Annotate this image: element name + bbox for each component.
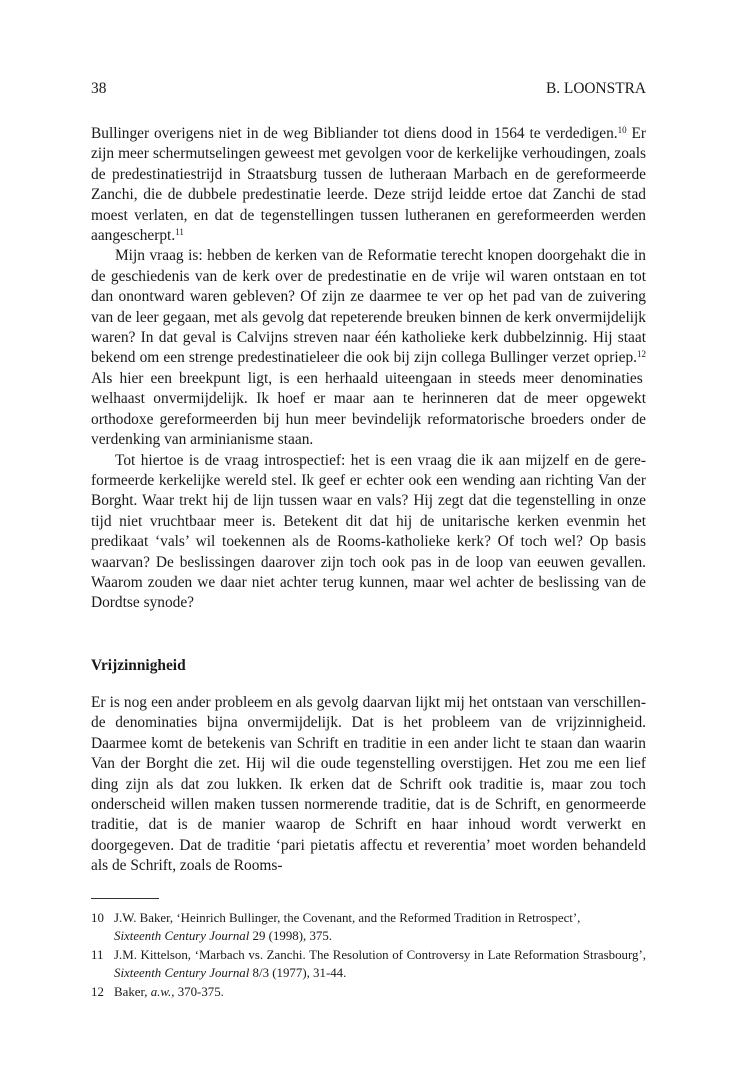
paragraph-2-text-a: Mijn vraag is: hebben de kerken van de Reformatie terecht knopen doorgehakt die in de geschiedenis van de kerk over de predestinatie en de vrije wil waren ontstaan en tot dan onontward waren gebleven? Of zijn ze daarmee te ver op het pad van de zuivering van de leer gegaan, met als gevolg dat repeterende breuken binnen de kerk onvermijdelijk waren? In dat geval is Calvijns streven naar één katholieke kerk dubbelzinnig. Hij staat bekend om een strenge predestinatieleer die ook bij zijn collega Bullinger verzet opriep. [91, 247, 646, 367]
footnote-paragraph [114, 946, 646, 982]
footnote-pre: J.M. Kittelson, ‘Marbach vs. Zanchi. The Resolution of Controversy in Late Reformation Strasbourg’, [114, 948, 646, 962]
footnote-pre: J.W. Baker, ‘Heinrich Bullinger, the Covenant, and the Reformed Tradition in Retrospect’, [114, 911, 581, 925]
footnote-journal: Sixteenth Century Journal [114, 929, 250, 943]
footnote-12 [91, 983, 646, 1001]
footnote-post: 8/3 (1977), 31-44. [249, 966, 347, 980]
footnote-post: 29 (1998), 375. [249, 929, 333, 943]
footnote-10 [91, 909, 646, 945]
paragraph-2 [91, 246, 646, 450]
footnote-paragraph [114, 983, 646, 1001]
footnote-number: 12 [91, 985, 104, 999]
section-paragraph-1: Er is nog een ander probleem en als gevolg daarvan lijkt mij het ontstaan van verschillende denominaties bijna onvermijdelijk. Dat is het probleem van de vrijzinnigheid. Daarmee komt de betekenis van Schrift en traditie in een ander licht te staan dan waarin Van der Borght die zet. Hij wil die oude tegenstelling overstijgen. Het zou me een lief ding zijn als dat zou lukken. Ik erken dat de Schrift ook traditie is, maar zou toch onderscheid willen maken tussen normerende traditie, dat is de Schrift, en genormeerde traditie, dat is de manier waarop de Schrift en haar inhoud wordt verwerkt en doorgegeven. Dat de traditie ‘pari pietatis affectu et reverentia’ moet worden behandeld als de Schrift, zoals de Rooms- [91, 694, 646, 875]
paragraph-1 [91, 124, 646, 246]
footnote-journal: a.w., [150, 985, 175, 999]
footnote-ref-11[interactable]: 11 [175, 227, 184, 238]
footnote-divider [91, 898, 159, 899]
section-body [91, 693, 646, 877]
footnote-number: 11 [91, 948, 104, 962]
footnote-11 [91, 946, 646, 982]
paragraph-1-line1: Bullinger overigens niet in de weg Bibliander tot diens dood in 1564 te verdedigen. [91, 125, 618, 142]
body-text [91, 124, 646, 614]
footnote-number: 10 [91, 911, 104, 925]
footnote-journal: Sixteenth Century Journal [114, 966, 250, 980]
paragraph-2-text-b: Als hier een breekpunt ligt, is een herhaald uiteengaan in steeds meer denominaties welhaast onvermijdelijk. Ik hoef er maar aan te herinneren dat de meer opgewekt orthodoxe gereformeerden bij hun meer bevindelijk reformatorische broeders onder de verdenking van arminianisme staan. [91, 369, 646, 449]
footnote-post: 370-375. [174, 985, 224, 999]
footnote-ref-10[interactable]: 10 [617, 125, 627, 135]
footnote-text [114, 946, 646, 982]
footnote-paragraph [114, 909, 646, 945]
running-header [91, 80, 646, 98]
running-head-author: B. LOONSTRA [545, 80, 646, 97]
footnote-ref-12[interactable]: 12 [637, 349, 646, 360]
page-number: 38 [91, 80, 107, 97]
paragraph-1-rest: Er zijn meer schermutselingen geweest met gevolgen voor de kerkelijke verhoudingen, zoals de predestinatiestrijd in Straatsburg tussen de lutheraan Marbach en de gereformeerde Zanchi, die de dubbele predestinatie leerde. Deze strijd leidde ertoe dat Zanchi de stad moest verlaten, en dat de tegenstellingen tussen lutheranen en gereformeerden werden aangescherpt. [91, 125, 646, 245]
footnote-text [114, 909, 646, 945]
paragraph-3: Tot hiertoe is de vraag introspectief: het is een vraag die ik aan mijzelf en de gereformeerde kerkelijke wereld stel. Ik geef er echter ook een wending aan richting Van der Borght. Waar trekt hij de lijn tussen waar en vals? Hij zegt dat die tegenstelling in onze tijd niet vruchtbaar meer is. Betekent dit dat hij de unitarische kerken evenmin het predikaat ‘vals’ wil toekennen als de Rooms-katholieke kerk? Of toch wel? Op basis waarvan? De beslissingen daarover zijn toch ook pas in de loop van eeuwen gevallen. Waarom zouden we daar niet achter terug kunnen, maar wel achter de beslissing van de Dordtse synode? [91, 451, 646, 612]
footnotes [91, 909, 646, 1002]
section-heading: Vrijzinnigheid [91, 657, 186, 674]
footnote-pre: Baker, [114, 985, 151, 999]
footnote-text [114, 983, 646, 1001]
